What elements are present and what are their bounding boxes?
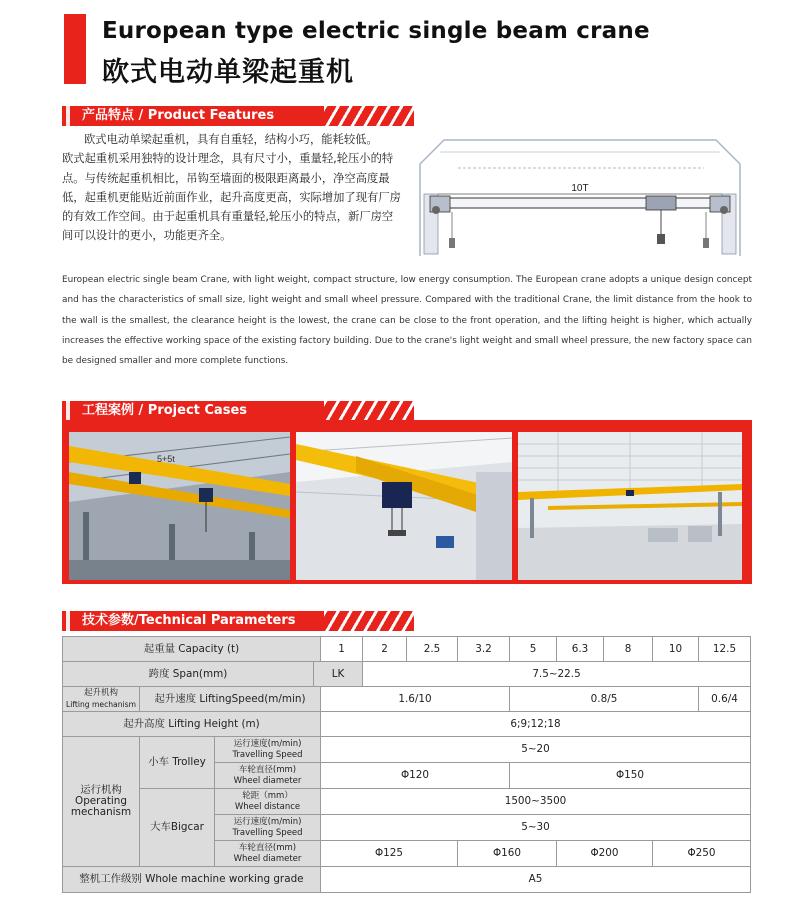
operating-mechanism-label	[63, 737, 140, 867]
wheel-distance-cn: 轮距（mm）	[242, 790, 293, 801]
lifting-mechanism-cn: 起升机构	[83, 688, 118, 698]
lifting-speed-value: 1.6/10	[321, 687, 510, 712]
capacity-value: 2	[363, 637, 407, 662]
lifting-speed-value: 0.6/4	[699, 687, 751, 712]
bigcar-wheel-label	[215, 841, 321, 867]
bigcar-speed-value: 5~30	[321, 815, 751, 841]
travel-speed-en: Travelling Speed	[232, 749, 303, 760]
case-photo-2	[296, 432, 512, 580]
case-photo-3	[518, 432, 742, 580]
case-photo-1-label: 5+5t	[157, 454, 175, 464]
capacity-value: 3.2	[458, 637, 510, 662]
crane-drawing	[418, 134, 742, 260]
lifting-height-value: 6;9;12;18	[321, 712, 751, 737]
travel-speed-cn: 运行速度(m/min)	[233, 738, 302, 749]
features-en-text: European electric single beam Crane, with light weight, compact structure, low energy consumption. The European crane adopts a unique design concept and has the characteristics of small size, light weight and small wheel pressure. Compared with the traditional Crane, the limit distance from the hook to the wall is the smallest, the clearance height is the lowest, the crane can be close to the front operation, and the lifting height is higher, which actually increases the effective working space of the existing factory building. Due to the crane's light weight and small wheel pressure, the new factory space can be designed smaller and more complete functions.	[62, 275, 752, 367]
cases-heading: 工程案例 / Project Cases	[62, 401, 414, 421]
working-grade-label: 整机工作级别 Whole machine working grade	[63, 867, 321, 893]
trolley-speed-value: 5~20	[321, 737, 751, 763]
page-title-en: European type electric single beam crane	[102, 18, 650, 44]
wheel-distance-label	[215, 789, 321, 815]
crane-drawing-label: 10T	[571, 183, 589, 194]
operating-mechanism-en: Operating mechanism	[70, 795, 132, 818]
capacity-value: 1	[321, 637, 363, 662]
bigcar-wheel-value: Φ125	[321, 841, 458, 867]
capacity-value: 12.5	[699, 637, 751, 662]
operating-mechanism-cn: 运行机构	[80, 784, 122, 796]
lifting-speed-value: 0.8/5	[510, 687, 699, 712]
case-photo-1	[69, 432, 290, 580]
capacity-value: 2.5	[407, 637, 458, 662]
travel-speed-cn: 运行速度(m/min)	[233, 816, 302, 827]
capacity-value: 10	[653, 637, 699, 662]
bigcar-wheel-value: Φ160	[458, 841, 557, 867]
params-heading: 技术参数/Technical Parameters	[62, 611, 414, 631]
span-value: 7.5~22.5	[363, 662, 751, 687]
trolley-wheel-value: Φ150	[510, 763, 751, 789]
features-cn-paragraph-1: 欧式电动单梁起重机，具有自重轻，结构小巧，能耗较低。	[84, 133, 378, 146]
wheel-diameter-en: Wheel diameter	[233, 775, 302, 786]
trolley-wheel-value: Φ120	[321, 763, 510, 789]
bigcar-label: 大车Bigcar	[140, 789, 215, 867]
features-cn-text	[62, 130, 402, 246]
working-grade-value: A5	[321, 867, 751, 893]
lifting-speed-label: 起升速度 LiftingSpeed(m/min)	[140, 687, 321, 712]
trolley-speed-label	[215, 737, 321, 763]
capacity-label: 起重量 Capacity (t)	[63, 637, 321, 662]
lifting-height-label: 起升高度 Lifting Height (m)	[63, 712, 321, 737]
table-row	[63, 662, 751, 687]
span-code: LK	[314, 662, 363, 687]
bigcar-speed-label	[215, 815, 321, 841]
table-row	[63, 637, 751, 662]
table-row	[63, 737, 751, 763]
lifting-mechanism-label	[63, 687, 140, 712]
wheel-diameter-en: Wheel diameter	[233, 853, 302, 864]
lifting-mechanism-en: Lifting mechanism	[65, 700, 136, 709]
page-title-cn: 欧式电动单梁起重机	[102, 57, 354, 88]
trolley-wheel-label	[215, 763, 321, 789]
table-row	[63, 687, 751, 712]
capacity-value: 6.3	[557, 637, 604, 662]
span-label: 跨度 Span(mm)	[63, 662, 314, 687]
wheel-diameter-cn: 车轮直径(mm)	[238, 842, 297, 853]
table-row	[63, 712, 751, 737]
features-cn-paragraph-2: 欧式起重机采用独特的设计理念，具有尺寸小，重量轻,轮压小的特点。与传统起重机相比，吊钩至墙面的极限距离最小，净空高度最低，起重机更能贴近前面作业，起升高度更高，实际增加了现有厂房的有效工作空间。由于起重机具有重量轻,轮压小的特点，新厂房空间可以设计的更小，功能更齐全。	[62, 152, 401, 243]
wheel-diameter-cn: 车轮直径(mm)	[238, 764, 297, 775]
capacity-value: 5	[510, 637, 557, 662]
capacity-value: 8	[604, 637, 653, 662]
technical-parameters-table	[62, 636, 751, 893]
wheel-distance-value: 1500~3500	[321, 789, 751, 815]
bigcar-wheel-value: Φ250	[653, 841, 751, 867]
features-heading: 产品特点 / Product Features	[62, 106, 414, 126]
travel-speed-en: Travelling Speed	[232, 827, 303, 838]
wheel-distance-en: Wheel distance	[234, 801, 301, 812]
title-accent-bar	[64, 14, 86, 84]
table-row	[63, 867, 751, 893]
table-row	[63, 789, 751, 815]
bigcar-wheel-value: Φ200	[557, 841, 653, 867]
trolley-label: 小车 Trolley	[140, 737, 215, 789]
